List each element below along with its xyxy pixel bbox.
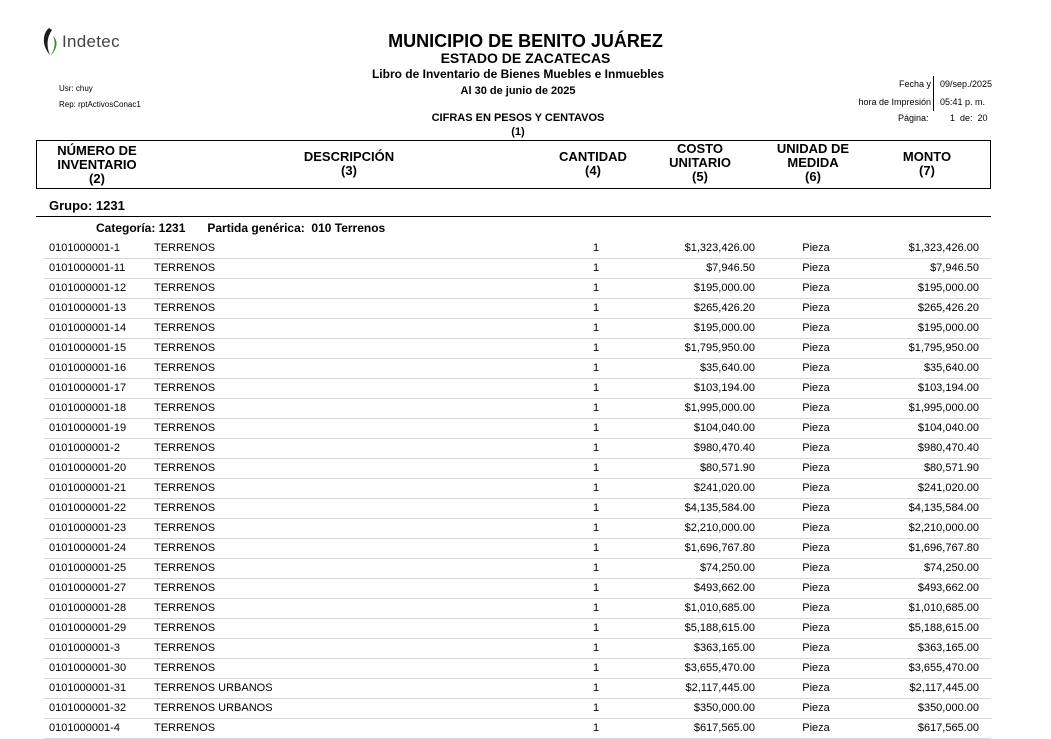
cell-amount: $195,000.00 (917, 282, 979, 294)
cell-quantity: 1 (592, 662, 600, 674)
cell-inventory-number: 0101000001-17 (49, 382, 127, 394)
cell-inventory-number: 0101000001-3 (49, 642, 120, 654)
hora-label: hora de Impresión (858, 97, 931, 107)
cell-quantity: 1 (592, 382, 600, 394)
table-row (44, 659, 991, 679)
cell-inventory-number: 0101000001-22 (49, 502, 127, 514)
table-row (44, 519, 991, 539)
cell-amount: $7,946.50 (930, 262, 979, 274)
fecha-value: 09/sep./2025 (940, 79, 993, 89)
cell-amount: $363,165.00 (917, 642, 979, 654)
cell-unit-measure: Pieza (802, 262, 830, 274)
cell-inventory-number: 0101000001-27 (49, 582, 127, 594)
cell-inventory-number: 0101000001-4 (49, 722, 120, 734)
cell-unit-measure: Pieza (802, 542, 830, 554)
cell-quantity: 1 (592, 542, 600, 554)
col-unidad-medida: UNIDAD DE MEDIDA (6) (776, 141, 850, 184)
logo-text: Indetec (62, 32, 120, 51)
cell-amount: $104,040.00 (917, 422, 979, 434)
cell-unit-measure: Pieza (802, 402, 830, 414)
cell-inventory-number: 0101000001-20 (49, 462, 127, 474)
cell-unit-measure: Pieza (802, 422, 830, 434)
cell-description: TERRENOS (154, 302, 216, 314)
category-line (96, 221, 407, 235)
cell-quantity: 1 (592, 242, 600, 254)
cell-description: TERRENOS (154, 402, 216, 414)
cell-inventory-number: 0101000001-2 (49, 442, 120, 454)
pagina-value: 1 de: 20 (950, 113, 988, 123)
cell-quantity: 1 (592, 482, 600, 494)
cell-inventory-number: 0101000001-12 (49, 282, 127, 294)
table-row (44, 419, 991, 439)
cell-unit-measure: Pieza (802, 442, 830, 454)
cell-quantity: 1 (592, 622, 600, 634)
table-row (44, 559, 991, 579)
cell-unit-cost: $103,194.00 (693, 382, 755, 394)
report-label: Rep: rptActivosConac1 (59, 100, 141, 109)
cell-unit-cost: $3,655,470.00 (684, 662, 755, 674)
hora-value: 05:41 p. m. (940, 97, 986, 107)
cell-quantity: 1 (592, 362, 600, 374)
state-title: ESTADO DE ZACATECAS (440, 50, 611, 66)
table-row (44, 359, 991, 379)
cell-description: TERRENOS (154, 282, 216, 294)
cell-description: TERRENOS (154, 622, 216, 634)
page-title: MUNICIPIO DE BENITO JUÁREZ (388, 31, 663, 51)
cell-quantity: 1 (592, 342, 600, 354)
cell-description: TERRENOS (154, 642, 216, 654)
cell-amount: $1,995,000.00 (908, 402, 979, 414)
fecha-label: Fecha y (898, 79, 931, 89)
cell-quantity: 1 (592, 602, 600, 614)
table-row (44, 639, 991, 659)
cell-description: TERRENOS (154, 482, 216, 494)
cell-description: TERRENOS URBANOS (154, 702, 273, 714)
cell-amount: $1,323,426.00 (908, 242, 979, 254)
cell-description: TERRENOS (154, 722, 216, 734)
cell-description: TERRENOS (154, 442, 216, 454)
cell-description: TERRENOS (154, 462, 216, 474)
cell-unit-measure: Pieza (802, 462, 830, 474)
cell-amount: $1,795,950.00 (908, 342, 979, 354)
cell-amount: $265,426.20 (917, 302, 979, 314)
cell-unit-cost: $350,000.00 (693, 702, 755, 714)
cell-unit-cost: $35,640.00 (699, 362, 755, 374)
table-row (44, 679, 991, 699)
cell-amount: $103,194.00 (917, 382, 979, 394)
inventory-table (44, 239, 991, 739)
cell-quantity: 1 (592, 282, 600, 294)
cell-unit-measure: Pieza (802, 382, 830, 394)
cell-quantity: 1 (592, 682, 600, 694)
cell-description: TERRENOS (154, 662, 216, 674)
cell-unit-cost: $104,040.00 (693, 422, 755, 434)
cell-unit-measure: Pieza (802, 662, 830, 674)
cell-quantity: 1 (592, 442, 600, 454)
cell-amount: $493,662.00 (917, 582, 979, 594)
cell-quantity: 1 (592, 402, 600, 414)
cell-unit-cost: $80,571.90 (699, 462, 755, 474)
cell-inventory-number: 0101000001-1 (49, 242, 120, 254)
table-row (44, 699, 991, 719)
col-inventario: NÚMERO DE INVENTARIO (2) (57, 143, 137, 186)
cell-inventory-number: 0101000001-31 (49, 682, 127, 694)
cell-unit-measure: Pieza (802, 642, 830, 654)
table-row (44, 479, 991, 499)
cell-inventory-number: 0101000001-30 (49, 662, 127, 674)
cell-amount: $4,135,584.00 (908, 502, 979, 514)
cell-unit-cost: $7,946.50 (706, 262, 755, 274)
cell-unit-measure: Pieza (802, 722, 830, 734)
table-row (44, 319, 991, 339)
cell-unit-cost: $265,426.20 (693, 302, 755, 314)
col-monto: MONTO (7) (902, 149, 952, 178)
table-row (44, 339, 991, 359)
cell-amount: $3,655,470.00 (908, 662, 979, 674)
table-row (44, 719, 991, 739)
cell-unit-measure: Pieza (802, 282, 830, 294)
cell-unit-measure: Pieza (802, 242, 830, 254)
cell-unit-cost: $1,010,685.00 (684, 602, 755, 614)
cell-amount: $2,117,445.00 (909, 682, 979, 694)
figures-title: CIFRAS EN PESOS Y CENTAVOS (431, 112, 605, 124)
cell-unit-measure: Pieza (802, 602, 830, 614)
cell-inventory-number: 0101000001-13 (49, 302, 127, 314)
cell-amount: $2,210,000.00 (908, 522, 979, 534)
cell-inventory-number: 0101000001-32 (49, 702, 127, 714)
cell-unit-cost: $241,020.00 (693, 482, 755, 494)
cell-amount: $980,470.40 (917, 442, 979, 454)
col-descripcion: DESCRIPCIÓN (3) (303, 149, 395, 178)
partida-label: Partida genérica: 010 Terrenos (207, 221, 386, 235)
cell-unit-measure: Pieza (802, 562, 830, 574)
cell-unit-cost: $617,565.00 (693, 722, 755, 734)
group-label: Grupo: 1231 (49, 198, 125, 213)
cell-unit-cost: $195,000.00 (693, 282, 755, 294)
cell-description: TERRENOS (154, 242, 216, 254)
col-costo-unitario: COSTO UNITARIO (5) (669, 141, 731, 184)
cell-unit-cost: $1,795,950.00 (684, 342, 755, 354)
cell-description: TERRENOS URBANOS (154, 682, 273, 694)
cell-amount: $35,640.00 (923, 362, 979, 374)
cell-inventory-number: 0101000001-25 (49, 562, 127, 574)
cell-unit-measure: Pieza (802, 362, 830, 374)
cell-inventory-number: 0101000001-18 (49, 402, 127, 414)
cell-unit-cost: $74,250.00 (699, 562, 755, 574)
cell-description: TERRENOS (154, 422, 216, 434)
cell-unit-measure: Pieza (802, 702, 830, 714)
cell-quantity: 1 (592, 522, 600, 534)
cell-unit-measure: Pieza (802, 342, 830, 354)
table-row (44, 239, 991, 259)
cell-quantity: 1 (592, 422, 600, 434)
table-row (44, 459, 991, 479)
table-row (44, 259, 991, 279)
cell-quantity: 1 (592, 562, 600, 574)
pagina-label: Página: (898, 113, 929, 123)
cell-unit-measure: Pieza (802, 502, 830, 514)
cell-inventory-number: 0101000001-28 (49, 602, 127, 614)
cell-quantity: 1 (592, 702, 600, 714)
cell-inventory-number: 0101000001-16 (49, 362, 127, 374)
date-title: Al 30 de junio de 2025 (460, 85, 576, 97)
table-row (44, 399, 991, 419)
cell-unit-cost: $363,165.00 (693, 642, 755, 654)
cell-description: TERRENOS (154, 522, 216, 534)
cell-unit-measure: Pieza (802, 302, 830, 314)
table-row (44, 499, 991, 519)
cell-inventory-number: 0101000001-19 (49, 422, 127, 434)
meta-divider (933, 76, 934, 111)
cell-unit-cost: $1,995,000.00 (684, 402, 755, 414)
cell-unit-cost: $980,470.40 (693, 442, 755, 454)
table-row (44, 299, 991, 319)
cell-amount: $617,565.00 (917, 722, 979, 734)
cell-quantity: 1 (592, 722, 600, 734)
table-row (44, 279, 991, 299)
group-divider (36, 216, 991, 217)
cell-amount: $195,000.00 (917, 322, 979, 334)
cell-description: TERRENOS (154, 362, 216, 374)
cell-unit-measure: Pieza (802, 622, 830, 634)
table-row (44, 599, 991, 619)
cell-quantity: 1 (592, 582, 600, 594)
cell-amount: $80,571.90 (923, 462, 979, 474)
cell-inventory-number: 0101000001-29 (49, 622, 127, 634)
col-cantidad: CANTIDAD (4) (559, 149, 627, 178)
cell-unit-cost: $195,000.00 (693, 322, 755, 334)
cell-description: TERRENOS (154, 502, 216, 514)
table-row (44, 619, 991, 639)
cell-quantity: 1 (592, 302, 600, 314)
cell-description: TERRENOS (154, 382, 216, 394)
cell-unit-cost: $4,135,584.00 (684, 502, 755, 514)
cell-amount: $241,020.00 (917, 482, 979, 494)
cell-description: TERRENOS (154, 562, 216, 574)
cell-unit-cost: $493,662.00 (693, 582, 755, 594)
table-row (44, 579, 991, 599)
cell-unit-measure: Pieza (802, 482, 830, 494)
figures-ref: (1) (511, 126, 525, 138)
cell-description: TERRENOS (154, 262, 216, 274)
cell-inventory-number: 0101000001-21 (49, 482, 127, 494)
table-row (44, 439, 991, 459)
cell-quantity: 1 (592, 262, 600, 274)
cell-unit-cost: $1,696,767.80 (684, 542, 755, 554)
cell-unit-measure: Pieza (802, 322, 830, 334)
cell-unit-measure: Pieza (802, 682, 830, 694)
cell-inventory-number: 0101000001-23 (49, 522, 127, 534)
cell-inventory-number: 0101000001-15 (49, 342, 127, 354)
cell-unit-cost: $1,323,426.00 (684, 242, 755, 254)
cell-description: TERRENOS (154, 342, 216, 354)
category-label: Categoría: 1231 (96, 221, 186, 235)
cell-description: TERRENOS (154, 322, 216, 334)
cell-unit-measure: Pieza (802, 582, 830, 594)
cell-inventory-number: 0101000001-24 (49, 542, 127, 554)
cell-quantity: 1 (592, 642, 600, 654)
cell-description: TERRENOS (154, 542, 216, 554)
cell-unit-cost: $2,117,445.00 (685, 682, 755, 694)
book-title: Libro de Inventario de Bienes Muebles e Inmuebles (371, 67, 665, 81)
table-row (44, 539, 991, 559)
cell-quantity: 1 (592, 462, 600, 474)
table-row (44, 379, 991, 399)
cell-amount: $5,188,615.00 (908, 622, 979, 634)
cell-amount: $350,000.00 (917, 702, 979, 714)
cell-unit-cost: $5,188,615.00 (684, 622, 755, 634)
cell-inventory-number: 0101000001-14 (49, 322, 127, 334)
cell-unit-measure: Pieza (802, 522, 830, 534)
cell-unit-cost: $2,210,000.00 (684, 522, 755, 534)
user-label: Usr: chuy (59, 84, 93, 93)
cell-quantity: 1 (592, 502, 600, 514)
cell-quantity: 1 (592, 322, 600, 334)
cell-amount: $74,250.00 (923, 562, 979, 574)
cell-description: TERRENOS (154, 582, 216, 594)
cell-description: TERRENOS (154, 602, 216, 614)
cell-amount: $1,010,685.00 (908, 602, 979, 614)
column-header (36, 140, 991, 189)
cell-amount: $1,696,767.80 (908, 542, 979, 554)
cell-inventory-number: 0101000001-11 (49, 262, 126, 274)
